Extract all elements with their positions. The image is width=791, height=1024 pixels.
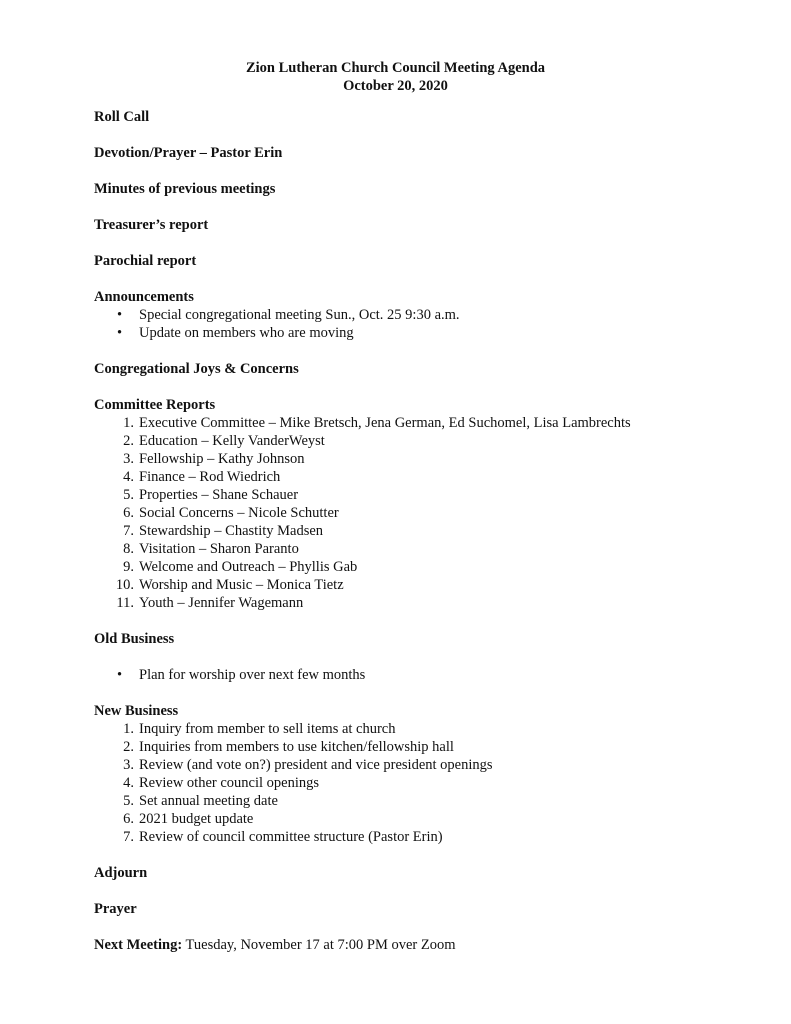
section-devotion: Devotion/Prayer – Pastor Erin — [94, 145, 283, 161]
new-business-list — [94, 720, 734, 846]
list-item: 4. Review other council openings — [123, 775, 319, 791]
next-meeting-label: Next Meeting: — [94, 937, 183, 953]
bullet-icon: • — [117, 667, 123, 683]
section-announcements-heading: Announcements — [94, 289, 194, 305]
list-item: 1. Inquiry from member to sell items at church — [123, 721, 396, 737]
list-item: 5. Set annual meeting date — [123, 793, 278, 809]
list-item: 7. Review of council committee structure (Pastor Erin) — [123, 829, 443, 845]
section-minutes: Minutes of previous meetings — [94, 181, 276, 197]
section-treasurer: Treasurer’s report — [94, 217, 209, 233]
committee-reports-list — [94, 414, 734, 612]
next-meeting-text: Tuesday, November 17 at 7:00 PM over Zoom — [182, 937, 456, 953]
bullet-icon: • — [117, 307, 123, 323]
section-adjourn: Adjourn — [94, 865, 148, 881]
section-new-business-heading: New Business — [94, 703, 179, 719]
section-prayer: Prayer — [94, 901, 137, 917]
section-roll-call: Roll Call — [94, 109, 150, 125]
title-line-1: Zion Lutheran Church Council Meeting Agenda — [245, 60, 546, 76]
agenda-body — [94, 108, 734, 954]
list-item: 3. Fellowship – Kathy Johnson — [123, 451, 305, 467]
list-item: 4. Finance – Rod Wiedrich — [123, 469, 281, 485]
list-item: • Special congregational meeting Sun., Oct. 25 9:30 a.m. — [117, 307, 460, 323]
list-item: 2. Education – Kelly VanderWeyst — [123, 433, 325, 449]
section-parochial: Parochial report — [94, 253, 197, 269]
announcements-list — [94, 306, 734, 342]
list-item: • Update on members who are moving — [117, 325, 354, 341]
bullet-icon: • — [117, 325, 123, 341]
title-line-2: October 20, 2020 — [343, 78, 448, 94]
list-item: 6. 2021 budget update — [123, 811, 254, 827]
section-joys-concerns: Congregational Joys & Concerns — [94, 361, 299, 377]
old-business-list — [94, 666, 734, 684]
list-item: 2. Inquiries from members to use kitchen/fellowship hall — [123, 739, 454, 755]
list-item: 6. Social Concerns – Nicole Schutter — [123, 505, 339, 521]
list-item: 11. Youth – Jennifer Wagemann — [116, 595, 304, 611]
list-item: 8. Visitation – Sharon Paranto — [123, 541, 299, 557]
list-item: 5. Properties – Shane Schauer — [123, 487, 299, 503]
list-item: 3. Review (and vote on?) president and vice president openings — [123, 757, 493, 773]
agenda-title — [0, 59, 791, 95]
next-meeting-line — [94, 936, 734, 954]
section-old-business-heading: Old Business — [94, 631, 175, 647]
list-item: 7. Stewardship – Chastity Madsen — [123, 523, 324, 539]
list-item: 10. Worship and Music – Monica Tietz — [115, 577, 344, 593]
list-item: • Plan for worship over next few months — [117, 667, 366, 683]
section-committee-reports-heading: Committee Reports — [94, 397, 216, 413]
list-item: 1. Executive Committee – Mike Bretsch, Jena German, Ed Suchomel, Lisa Lambrechts — [123, 415, 631, 431]
list-item: 9. Welcome and Outreach – Phyllis Gab — [123, 559, 358, 575]
